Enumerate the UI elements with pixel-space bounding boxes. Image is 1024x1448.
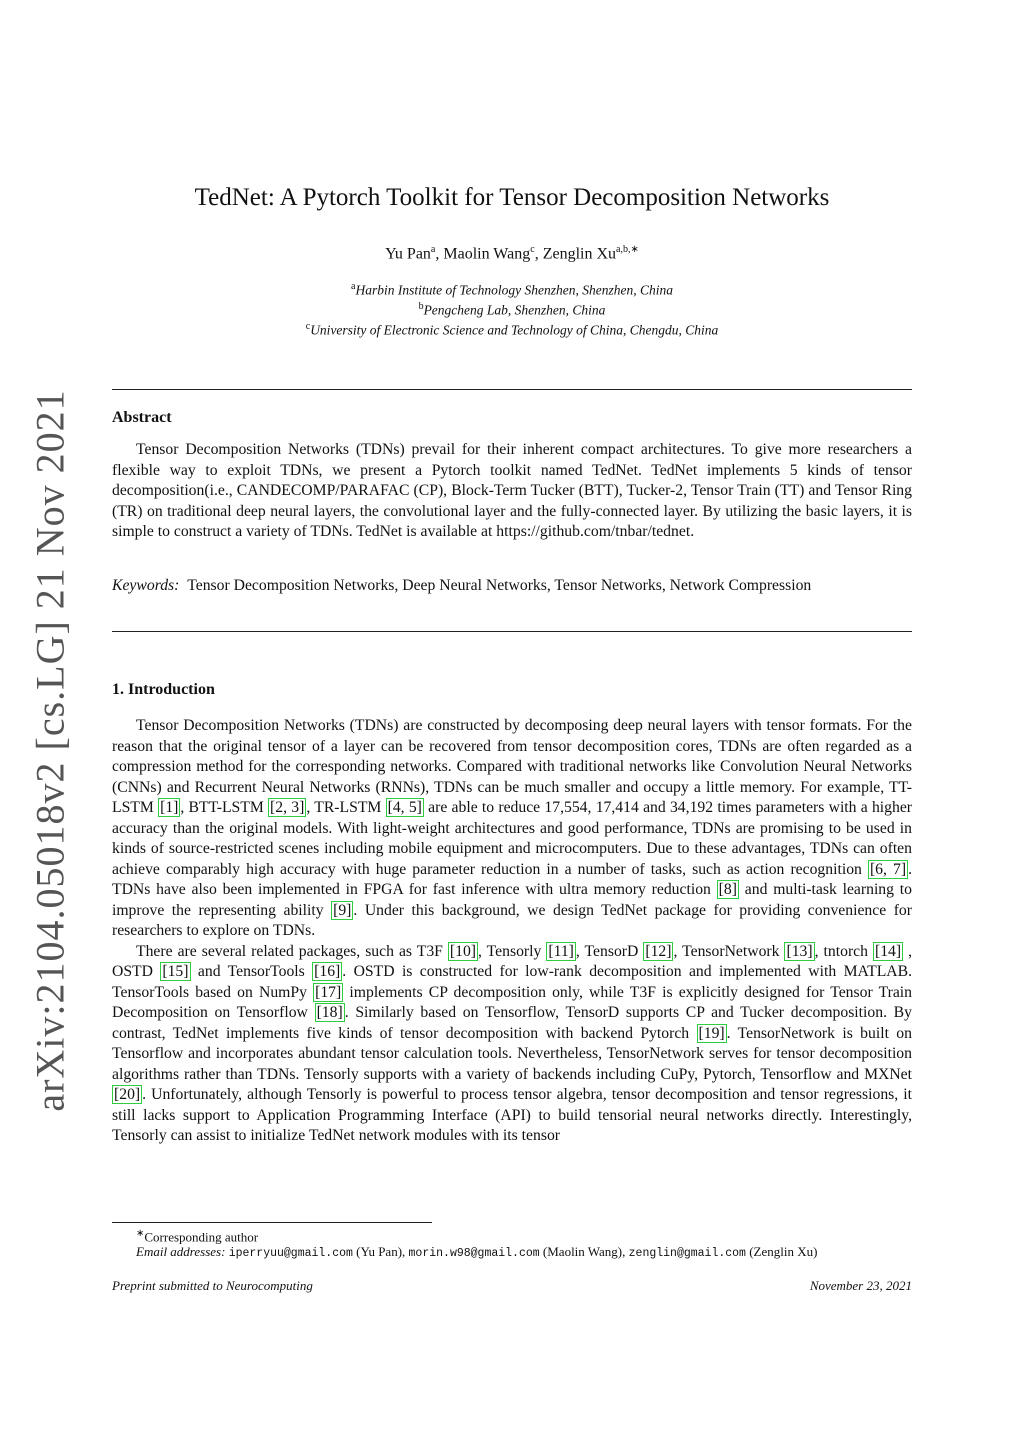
affiliation-c [112, 319, 912, 339]
affil-text: University of Electronic Science and Technology of China, Chengdu, China [310, 322, 719, 338]
affil-mark: b [418, 301, 424, 312]
citation-link[interactable]: [12] [645, 942, 672, 960]
author-1: Yu Pan [385, 245, 431, 263]
introduction-body [112, 716, 912, 1147]
citation-link[interactable]: [16] [314, 963, 341, 980]
keywords-text: Tensor Decomposition Networks, Deep Neural Networks, Tensor Networks, Network Compression [187, 577, 812, 594]
author-separator: , [534, 245, 543, 263]
text-run: . TDNs have also been implemented in FPGA for fast inference with ultra memory reduction [112, 860, 912, 898]
citation-link[interactable]: [11] [548, 942, 574, 960]
author-1-affil: a [430, 244, 436, 255]
affiliation-b [112, 299, 912, 319]
footer-preprint-note: Preprint submitted to Neurocomputing [112, 1278, 313, 1293]
section-heading-introduction: 1. Introduction [112, 681, 215, 698]
text-run: , BTT-LSTM [180, 799, 269, 816]
citation-link[interactable]: [14] [874, 942, 902, 960]
text-run: , OSTD [112, 942, 913, 980]
author-2: Maolin Wang [443, 245, 531, 263]
top-rule [112, 389, 912, 390]
abstract-body [112, 440, 912, 543]
keywords-label: Keywords: [112, 577, 180, 594]
citation-link[interactable]: [6, 7] [869, 860, 907, 878]
text-run: There are several related packages, such as T3F [136, 942, 448, 960]
text-run: Tensor Decomposition Networks (TDNs) are constructed by decomposing deep neural layers with tensor formats. For the reason that the original tensor of a layer can be recovered from tensor decomposition cores, TDNs are often regarded as a compression method for the corresponding networks. Compared with traditional networks like Convolution Neural Networks (CNNs) and Recurrent Neural Networks (RNNs), TDNs can be much smaller and occupy a little memory. For example, TT-LSTM [112, 717, 912, 816]
author-3: Zenglin Xu [542, 245, 617, 263]
email-link-1[interactable]: iperryuu@gmail.com [228, 1247, 353, 1260]
abstract-text: Tensor Decomposition Networks (TDNs) prevail for their inherent compact architectures. To give more researchers a flexible way to exploit TDNs, we present a Pytorch toolkit named TedNet. TedNet implements 5 kinds of tensor decomposition(i.e., CANDECOMP/PARAFAC (CP), Block-Term Tucker (BTT), Tucker-2, Tensor Train (TT) and Tensor Ring (TR) on traditional deep neural layers, the convolutional layer and the fully-connected layer. By utilizing the basic layers, it is simple to construct a variety of TDNs. TedNet is available at https://github.com/tnbar/tednet. [112, 441, 912, 540]
citation-link[interactable]: [18] [316, 1004, 343, 1021]
text-run: . Unfortunately, although Tensorly is powerful to process tensor algebra, tensor decomposition and tensor regressions, it still lacks support to Application Programming Interface (API) to build tensorial neural networks directly. Interestingly, Tensorly can assist to initialize TedNet network modules with its tensor [112, 1086, 912, 1144]
citation-link[interactable]: [4, 5] [387, 799, 422, 816]
text-run: , tntorch [814, 942, 873, 960]
footnote-corresponding [136, 1228, 258, 1245]
text-run: implements CP decomposition only, while T3F is explicitly designed for Tensor Train Decomposition on Tensorflow [112, 983, 912, 1021]
footnote-rule [112, 1222, 432, 1223]
text-run: , TensorNetwork [673, 942, 785, 960]
citation-link[interactable]: [15] [162, 963, 189, 980]
citation-link[interactable]: [17] [315, 983, 342, 1001]
text-run: , Tensorly [478, 942, 547, 960]
footnote-corresponding-text: Corresponding author [144, 1229, 259, 1245]
footer-date: November 23, 2021 [809, 1278, 912, 1293]
author-3-affil: a,b,∗ [616, 244, 639, 255]
arxiv-id-text: arXiv:2104.05018v2 [cs.LG] 21 Nov 2021 [27, 388, 73, 1112]
citation-link[interactable]: [9] [333, 901, 352, 919]
text-run: . Under this background, we design TedNet package for providing convenience for researchers to explore on TDNs. [112, 901, 912, 939]
text-run: . Similarly based on Tensorflow, TensorD supports CP and Tucker decomposition. By contrast, TedNet implements five kinds of tensor decomposition with backend Pytorch [112, 1004, 912, 1042]
intro-paragraph-1 [112, 716, 912, 942]
email-label: Email addresses: [136, 1244, 226, 1259]
author-2-affil: c [530, 244, 535, 255]
citation-link[interactable]: [2, 3] [270, 799, 305, 816]
text-run: , TensorD [575, 942, 644, 960]
email-link-2[interactable]: morin.w98@gmail.com [408, 1247, 540, 1260]
bottom-rule [112, 631, 912, 632]
text-run: are able to reduce 17,554, 17,414 and 34,192 times parameters with a higher accuracy than the original models. With light-weight architectures and good performance, TDNs are promising to be used in kinds of source-restricted scenes including mobile equipment and microcomputers. Due to these advantages, TDNs can often achieve comparably high accuracy with huge parameter reduction in a number of tasks, such as action recognition [112, 799, 913, 878]
email-owner-3: (Zenglin Xu) [745, 1244, 818, 1259]
citation-link[interactable]: [13] [786, 942, 813, 960]
text-run: , TR-LSTM [306, 799, 386, 816]
footnote-mark: ∗ [136, 1228, 145, 1239]
affiliations [112, 279, 912, 339]
text-run: and multi-task learning to improve the representing ability [112, 881, 912, 919]
keywords [112, 576, 912, 597]
email-link-3[interactable]: zenglin@gmail.com [628, 1247, 746, 1260]
footnote-emails [136, 1244, 817, 1260]
affiliation-a [112, 279, 912, 299]
citation-link[interactable]: [8] [718, 881, 737, 898]
author-separator: , [435, 245, 444, 263]
abstract-heading: Abstract [112, 409, 172, 426]
arxiv-side-identifier [20, 388, 80, 1112]
citation-link[interactable]: [1] [160, 799, 179, 816]
affil-text: Harbin Institute of Technology Shenzhen, Shenzhen, China [355, 282, 673, 298]
citation-link[interactable]: [19] [698, 1024, 725, 1042]
citation-link[interactable]: [20] [114, 1086, 141, 1103]
author-list [112, 244, 912, 263]
citation-link[interactable]: [10] [449, 942, 477, 960]
text-run: and TensorTools [190, 963, 313, 980]
email-owner-2: (Maolin Wang), [539, 1244, 629, 1259]
paper-title: TedNet: A Pytorch Toolkit for Tensor Decomposition Networks [194, 184, 830, 211]
affil-mark: a [351, 281, 356, 292]
text-run: . TensorNetwork is built on Tensorflow and incorporates abundant tensor calculation tools. Nevertheless, TensorNetwork serves for tensor decomposition algorithms rather than TDNs. Tensorly supports with a variety of backends including CuPy, Pytorch, Tensorflow and MXNet [112, 1024, 912, 1083]
text-run: . OSTD is constructed for low-rank decomposition and implemented with MATLAB. TensorTools based on NumPy [112, 963, 912, 1001]
email-owner-1: (Yu Pan), [352, 1244, 409, 1259]
affil-mark: c [305, 321, 311, 332]
intro-paragraph-2 [112, 942, 912, 1147]
affil-text: Pengcheng Lab, Shenzhen, China [423, 302, 606, 318]
